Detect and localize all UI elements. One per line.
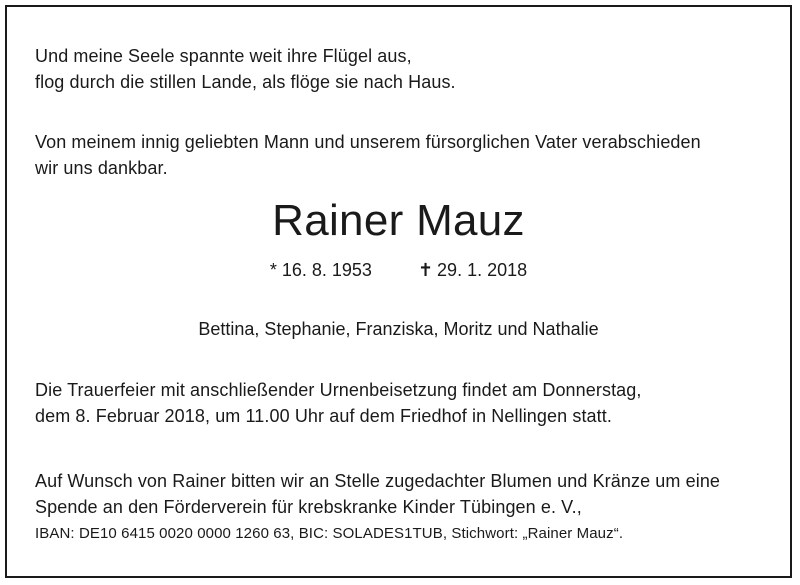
cross-icon: ✝: [417, 260, 434, 280]
verse-line-1: Und meine Seele spannte weit ihre Flügel aus,: [35, 46, 412, 66]
life-dates: [7, 258, 790, 282]
family-names: Bettina, Stephanie, Franziska, Moritz und Nathalie: [198, 319, 599, 339]
intro-line-2: wir uns dankbar.: [35, 158, 168, 178]
donation-line-1: Auf Wunsch von Rainer bitten wir an Stelle zugedachter Blumen und Kränze um eine: [35, 471, 721, 491]
funeral-line-2: dem 8. Februar 2018, um 11.00 Uhr auf dem Friedhof in Nellingen statt.: [35, 406, 612, 426]
funeral-line-1: Die Trauerfeier mit anschließender Urnenbeisetzung findet am Donnerstag,: [35, 380, 642, 400]
obituary-notice: [5, 5, 792, 578]
death-date: 29. 1. 2018: [437, 260, 528, 280]
verse-line-2: flog durch die stillen Lande, als flöge sie nach Haus.: [35, 72, 456, 92]
deceased-name: Rainer Mauz: [272, 196, 525, 245]
intro-line-1: Von meinem innig geliebten Mann und unserem fürsorglichen Vater verabschieden: [35, 132, 701, 152]
donation-bank-details: IBAN: DE10 6415 0020 0000 1260 63, BIC: SOLADES1TUB, Stichwort: „Rainer Mauz“.: [35, 525, 624, 542]
birth-date: * 16. 8. 1953: [269, 260, 372, 280]
donation-line-2: Spende an den Förderverein für krebskranke Kinder Tübingen e. V.,: [35, 497, 582, 517]
